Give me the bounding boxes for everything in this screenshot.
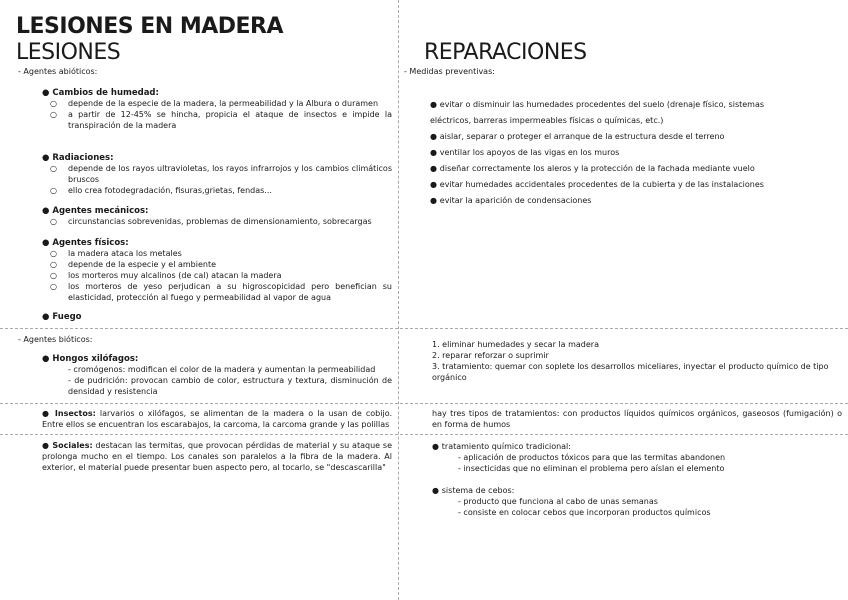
sociales-section — [42, 440, 392, 473]
insectos-text: larvarios o xilófagos, se alimentan de la madera o la usan de cobijo. Entre ellos se encuentran los escarabajos, la carcoma, la carcoma grande y las polillas — [42, 409, 393, 429]
bullet-icon: ● — [430, 164, 440, 173]
bullet-icon: ● — [42, 153, 53, 163]
preventiva-item-6: ● evitar la aparición de condensaciones — [430, 196, 592, 205]
circle-bullet-icon: ○ — [50, 217, 57, 226]
circle-bullet-icon: ○ — [50, 164, 57, 173]
bioticos-label: - Agentes bióticos: — [18, 335, 93, 344]
preventivas-label: - Medidas preventivas: — [404, 67, 495, 76]
fisicos-item-2: depende de la especie y el ambiente — [68, 260, 217, 269]
insectos-section — [42, 408, 392, 430]
bullet-icon: ● — [430, 180, 440, 189]
abioticos-label: - Agentes abióticos: — [18, 67, 98, 76]
circle-bullet-icon: ○ — [50, 186, 57, 195]
radiaciones-section — [42, 153, 392, 196]
cebos-item-1: - producto que funciona al cabo de unas semanas — [458, 497, 658, 506]
quimico-item-1: - aplicación de productos tóxicos para que las termitas abandonen — [458, 453, 726, 462]
fuego-section — [42, 312, 82, 322]
quimico-title: tratamiento químico tradicional: — [441, 442, 571, 451]
vertical-divider — [398, 0, 399, 600]
page-title: LESIONES EN MADERA — [16, 14, 283, 39]
mecanicos-section — [42, 206, 392, 227]
radiaciones-title: Radiaciones: — [52, 153, 114, 163]
bullet-icon: ● — [42, 206, 53, 216]
hongos-section — [42, 354, 392, 397]
bullet-icon: ● — [432, 486, 442, 495]
sociales-text: destacan las termitas, que provocan pérdidas de material y su ataque se prolonga mucho en el tiempo. Los canales son paralelos a la fibra de la madera. Al exterior, el material puede presentar buen aspecto pero, al tocarlo, se "descascarilla" — [42, 441, 392, 472]
fuego-title: Fuego — [52, 312, 82, 322]
bullet-icon: ● — [430, 100, 440, 109]
bullet-icon: ● — [430, 196, 440, 205]
fisicos-item-4: los morteros de yeso perjudican a su higroscopicidad pero benefician su elasticidad, protección al fuego y permeabilidad al vapor de agua — [68, 282, 392, 302]
cebos-item-2: - consiste en colocar cebos que incorporan productos químicos — [458, 508, 711, 517]
bullet-icon: ● — [430, 148, 440, 157]
circle-bullet-icon: ○ — [50, 99, 57, 108]
radiaciones-item-2: ello crea fotodegradación, fisuras,grietas, fendas... — [68, 186, 272, 195]
humedad-title: Cambios de humedad: — [52, 88, 159, 98]
bullet-icon: ● — [432, 442, 442, 451]
reparacion-hongos — [432, 339, 842, 383]
horizontal-divider-1 — [0, 328, 848, 329]
reparacion-termitas — [432, 441, 842, 518]
hongos-title: Hongos xilófagos: — [52, 354, 139, 364]
hongos-item-1: - cromógenos: modifican el color de la madera y aumentan la permeabilidad — [68, 365, 376, 374]
reparacion-insectos: hay tres tipos de tratamientos: con productos líquidos químicos orgánicos, gaseosos (fumigación) o en forma de humos — [432, 409, 842, 429]
humedad-item-1: depende de la especie de la madera, la permeabilidad y la Albura o duramen — [68, 99, 379, 108]
bullet-icon: ● — [42, 88, 53, 98]
preventiva-item-4: ● diseñar correctamente los aleros y la protección de la fachada mediante vuelo — [430, 164, 755, 173]
preventivas-list — [430, 97, 770, 209]
fisicos-item-1: la madera ataca los metales — [68, 249, 182, 258]
fisicos-title: Agentes físicos: — [52, 238, 129, 248]
bullet-icon: ● — [430, 132, 440, 141]
cebos-title: sistema de cebos: — [441, 486, 515, 495]
circle-bullet-icon: ○ — [50, 110, 57, 119]
humedad-item-2: a partir de 12-45% se hincha, propicia el ataque de insectos e impide la transpiración de la madera — [68, 110, 392, 130]
bullet-icon: ● — [42, 238, 53, 248]
preventiva-item-5: ● evitar humedades accidentales procedentes de la cubierta y de las instalaciones — [430, 180, 764, 189]
fisicos-section — [42, 238, 392, 303]
mecanicos-title: Agentes mecánicos: — [52, 206, 149, 216]
right-heading: REPARACIONES — [424, 40, 587, 65]
preventiva-item-1: ● evitar o disminuir las humedades procedentes del suelo (drenaje físico, sistemas eléctricos, barreras impermeables físicas o químicas, etc.) — [430, 100, 765, 125]
radiaciones-item-1: depende de los rayos ultravioletas, los rayos infrarrojos y los cambios climáticos bruscos — [68, 164, 392, 184]
bullet-icon: ● — [42, 354, 53, 364]
reparacion-hongos-step-3: 3. tratamiento: quemar con soplete los desarrollos miceliares, inyectar el producto químico de tipo orgánico — [432, 362, 829, 382]
horizontal-divider-2 — [0, 403, 848, 404]
humedad-section — [42, 88, 392, 131]
circle-bullet-icon: ○ — [50, 271, 57, 280]
bullet-icon: ● — [42, 312, 53, 322]
horizontal-divider-3 — [0, 434, 848, 435]
bullet-icon: ● — [42, 441, 53, 450]
circle-bullet-icon: ○ — [50, 249, 57, 258]
fisicos-item-3: los morteros muy alcalinos (de cal) atacan la madera — [68, 271, 282, 280]
left-heading: LESIONES — [16, 40, 121, 65]
sociales-title: Sociales: — [52, 441, 93, 450]
circle-bullet-icon: ○ — [50, 282, 57, 291]
reparacion-hongos-step-2: 2. reparar reforzar o suprimir — [432, 351, 549, 360]
hongos-item-2: - de pudrición: provocan cambio de color, estructura y textura, disminución de densidad y resistencia — [68, 376, 392, 396]
preventiva-item-3: ● ventilar los apoyos de las vigas en los muros — [430, 148, 620, 157]
bullet-icon: ● — [42, 409, 55, 418]
quimico-item-2: - insecticidas que no eliminan el problema pero aíslan el elemento — [458, 464, 725, 473]
insectos-title: Insectos: — [54, 409, 96, 418]
reparacion-hongos-step-1: 1. eliminar humedades y secar la madera — [432, 340, 599, 349]
mecanicos-item-1: circunstancias sobrevenidas, problemas de dimensionamiento, sobrecargas — [68, 217, 372, 226]
circle-bullet-icon: ○ — [50, 260, 57, 269]
preventiva-item-2: ● aislar, separar o proteger el arranque de la estructura desde el terreno — [430, 132, 725, 141]
